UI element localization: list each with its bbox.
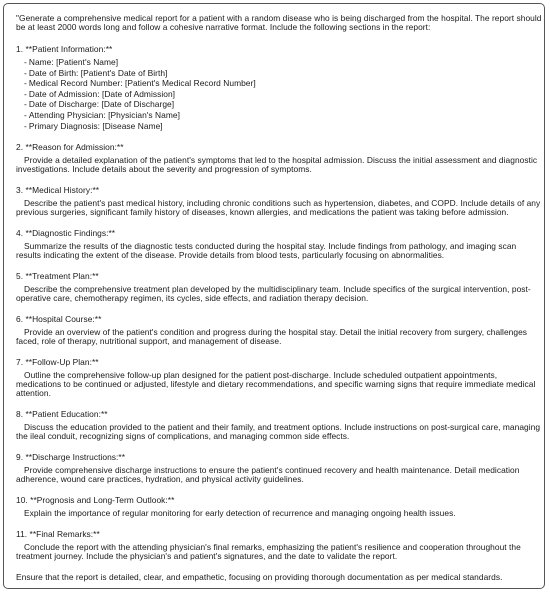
list-item: - Date of Birth: [Patient's Date of Birth] — [24, 67, 168, 78]
section-reason-for-admission — [16, 143, 542, 174]
section-heading: 3. **Medical History:** — [16, 184, 100, 195]
section-text: Describe the comprehensive treatment plan developed by the multidisciplinary team. Include specifics of the surgical intervention, post-operative care, chemotherapy regimen, its cycles, side effects, and radiation therapy decision. — [16, 283, 531, 303]
section-patient-information — [16, 45, 542, 131]
section-text: Provide a detailed explanation of the patient's symptoms that led to the hospital admission. Discuss the initial assessment and diagnostic investigations. Include details about the severity and progression of symptoms. — [16, 154, 538, 174]
list-item: - Name: [Patient's Name] — [24, 57, 119, 67]
section-heading: 7. **Follow-Up Plan:** — [16, 356, 99, 367]
section-text: Discuss the education provided to the patient and their family, and treatment options. Include instructions on post-surgical care, managing the ileal conduit, recognizing signs of complications, and managing common side effects. — [16, 421, 541, 441]
section-heading: 8. **Patient Education:** — [16, 408, 108, 419]
patient-info-list — [16, 58, 542, 131]
list-item: - Date of Discharge: [Date of Discharge] — [24, 99, 175, 110]
section-text: Explain the importance of regular monitoring for early detection of recurrence and managing ongoing health issues. — [24, 507, 456, 518]
section-treatment-plan — [16, 272, 542, 303]
closing-paragraph: Ensure that the report is detailed, clear, and empathetic, focusing on providing thorough documentation as per medical standards. — [16, 571, 503, 582]
section-heading: 6. **Hospital Course:** — [16, 313, 102, 324]
document-frame — [3, 3, 545, 589]
list-item: - Attending Physician: [Physician's Name] — [24, 109, 180, 120]
section-final-remarks — [16, 530, 542, 561]
section-heading: 9. **Discharge Instructions:** — [16, 451, 126, 462]
section-text: Describe the patient's past medical history, including chronic conditions such as hypertension, diabetes, and COPD. Include details of any previous surgeries, significant family history of diseases, known allergies, and medications the patient was taking before admission. — [16, 197, 541, 217]
list-item: - Medical Record Number: [Patient's Medical Record Number] — [24, 78, 256, 89]
section-discharge-instructions — [16, 453, 542, 484]
intro-paragraph: "Generate a comprehensive medical report for a patient with a random disease who is being discharged from the hospital. The report should be at least 2000 words long and follow a cohesive narrative format. Include the following sections in the report: — [16, 13, 542, 32]
section-heading: 5. **Treatment Plan:** — [16, 270, 99, 281]
section-hospital-course — [16, 315, 542, 346]
section-heading: 4. **Diagnostic Findings:** — [16, 227, 116, 238]
list-item: - Primary Diagnosis: [Disease Name] — [24, 120, 163, 131]
section-text: Provide comprehensive discharge instructions to ensure the patient's continued recovery and health maintenance. Detail medication adherence, wound care practices, hydration, and physical activity guidelines. — [16, 464, 520, 484]
section-follow-up-plan — [16, 358, 542, 398]
list-item: - Date of Admission: [Date of Admission] — [24, 88, 176, 99]
section-text: Outline the comprehensive follow-up plan designed for the patient post-discharge. Include scheduled outpatient appointments, medications to be continued or adjusted, lifestyle and dietary recommendations, and specific warning signs that require immediate medical attention. — [16, 369, 536, 398]
section-medical-history — [16, 186, 542, 217]
section-text: Conclude the report with the attending physician's final remarks, emphasizing the patient's resilience and cooperation throughout the treatment journey. Include the physician's and patient's signatures, and the date to validate the report. — [16, 541, 521, 561]
section-patient-education — [16, 410, 542, 441]
section-heading: 11. **Final Remarks:** — [16, 528, 100, 539]
section-heading: 1. **Patient Information:** — [16, 44, 113, 54]
prompt-document — [16, 14, 542, 582]
section-heading: 10. **Prognosis and Long-Term Outlook:** — [16, 494, 175, 505]
section-text: Summarize the results of the diagnostic tests conducted during the hospital stay. Include findings from pathology, and imaging scan results indicating the extent of the disease. Provide details from blood tests, particularly focusing on abnormalities. — [16, 240, 517, 260]
section-prognosis — [16, 496, 542, 518]
section-heading: 2. **Reason for Admission:** — [16, 141, 124, 152]
section-diagnostic-findings — [16, 229, 542, 260]
section-text: Provide an overview of the patient's condition and progress during the hospital stay. Detail the initial recovery from surgery, challenges faced, role of therapy, nutritional support, and management of disease. — [16, 326, 528, 346]
